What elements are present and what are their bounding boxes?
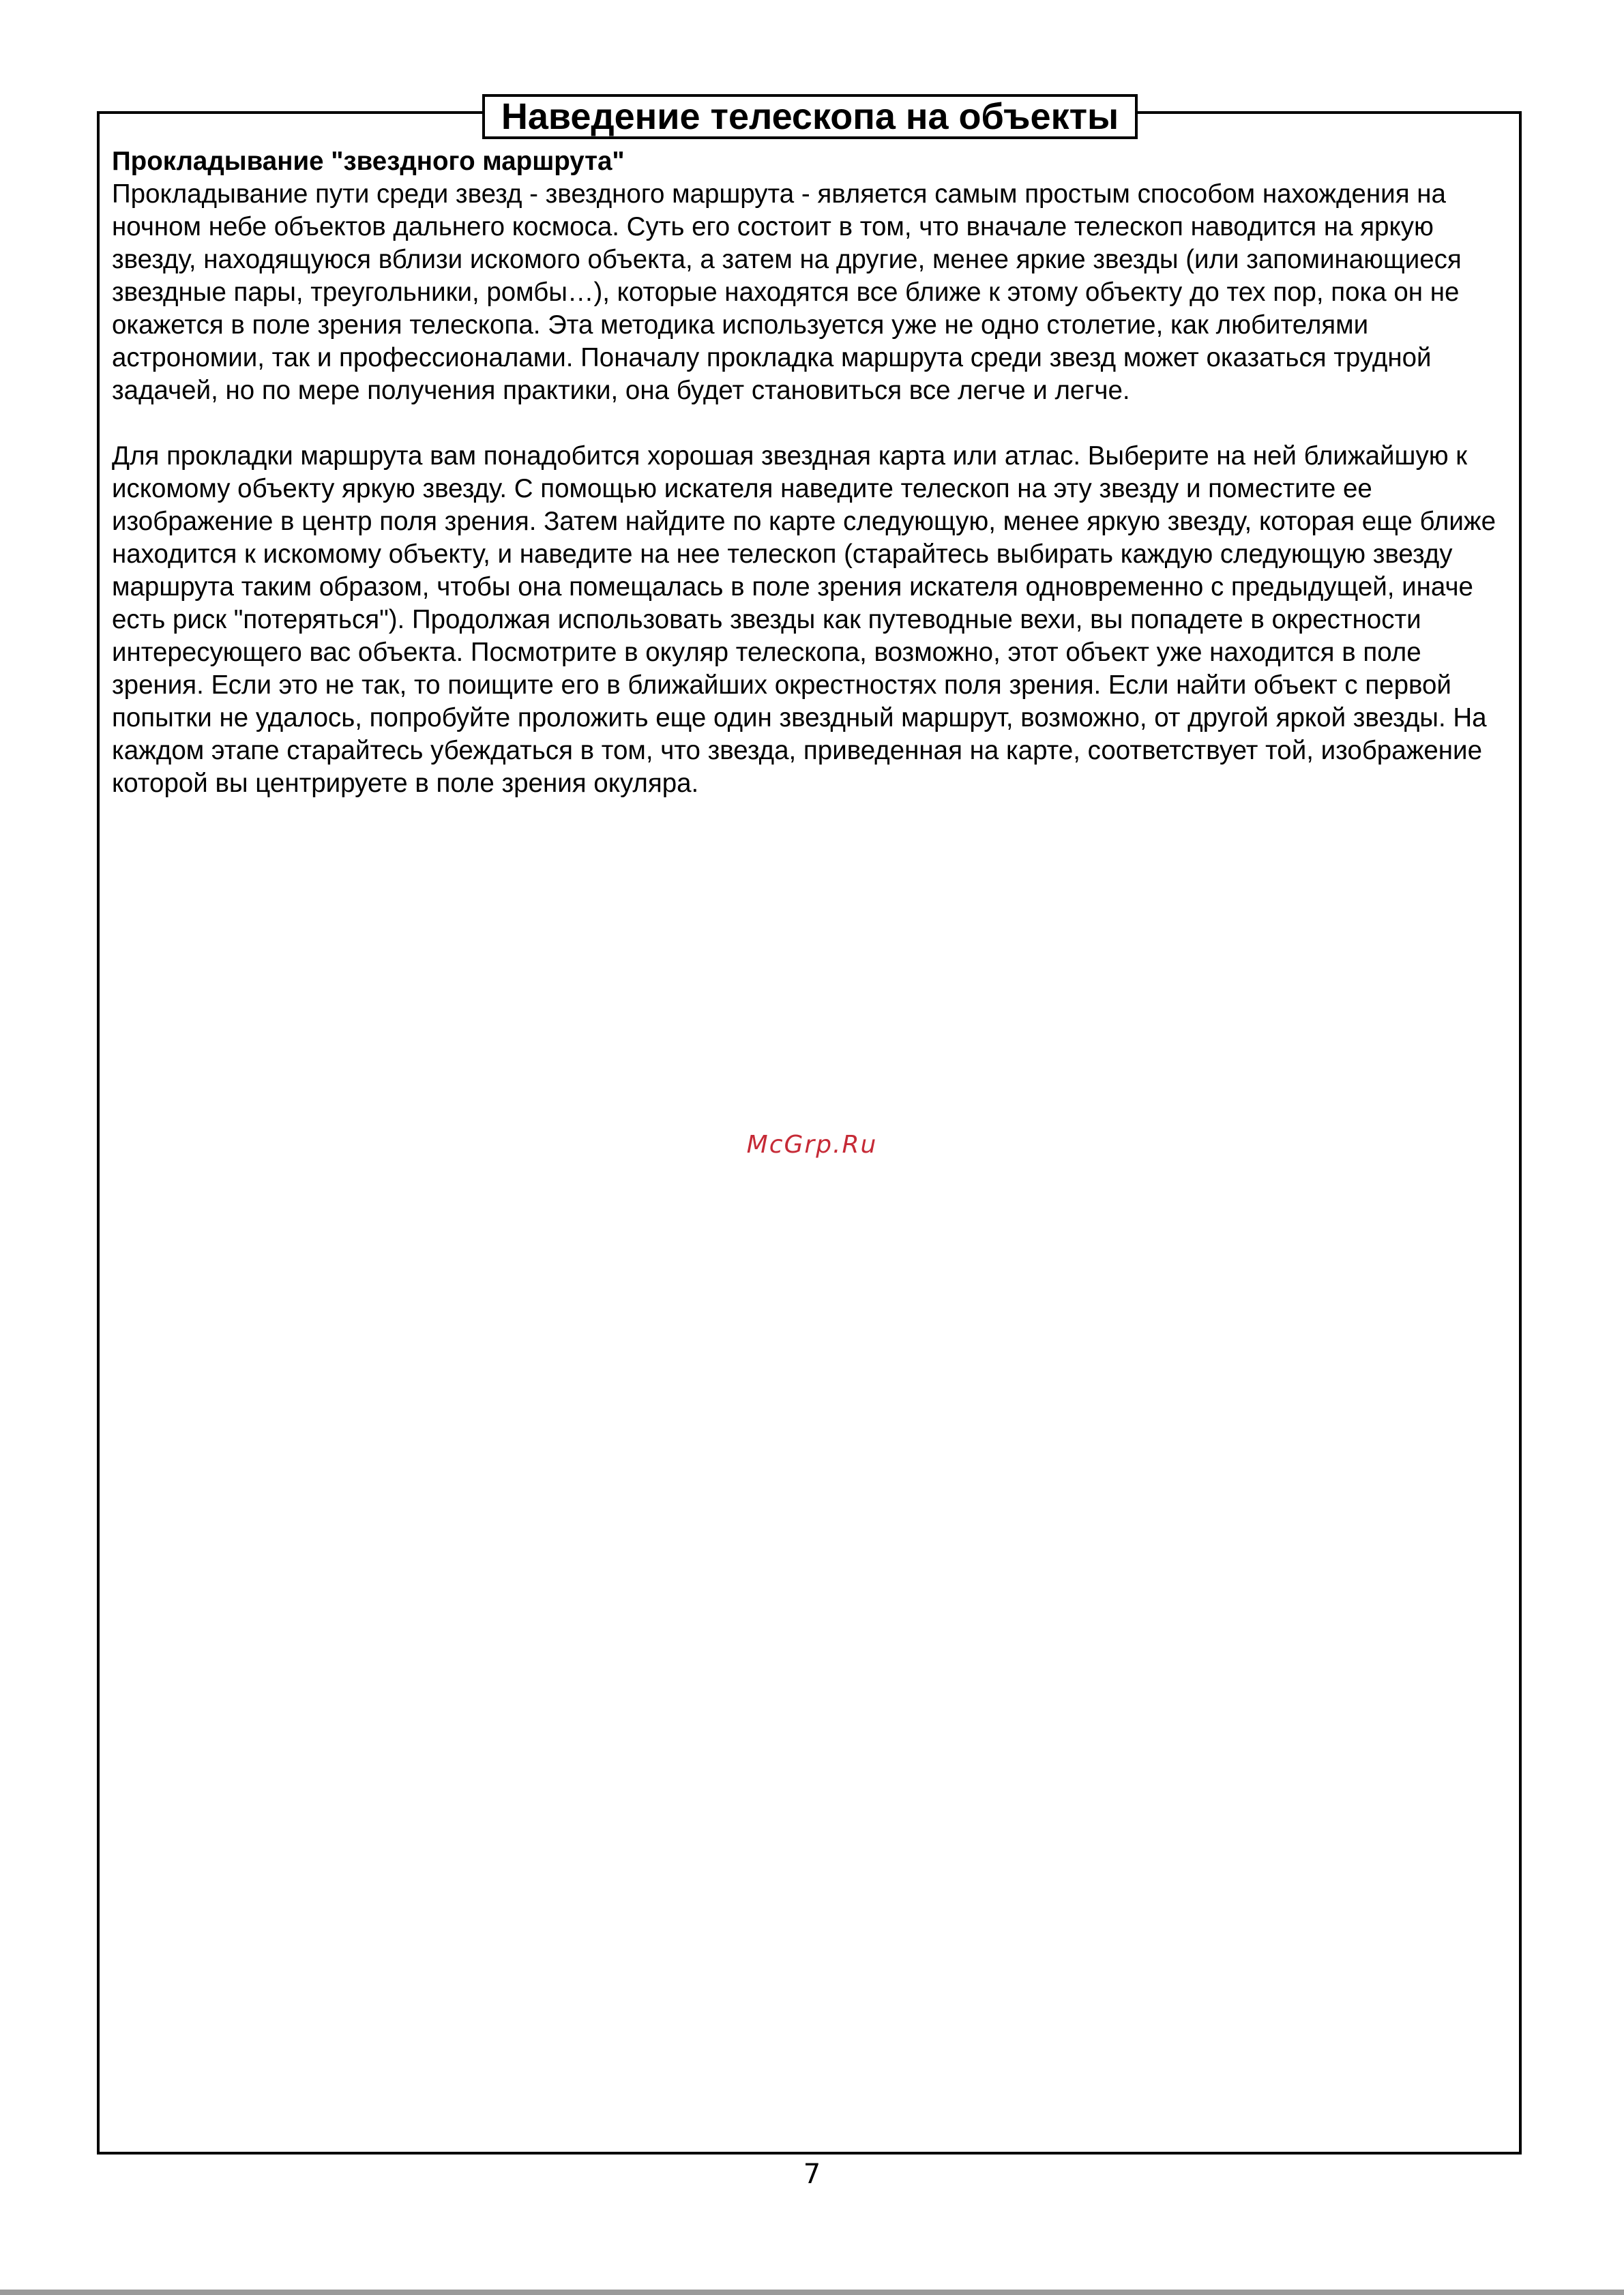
watermark: McGrp.Ru	[746, 1131, 878, 1159]
main-content	[112, 145, 1518, 800]
page-number: 7	[803, 2159, 821, 2190]
paragraph-star-hopping-intro: Прокладывание пути среди звезд - звездного маршрута - является самым простым способом нахождения на ночном небе объектов дальнего космоса. Суть его состоит в том, что вначале телескоп наводится на яркую звезду, находящуюся вблизи искомого объекта, а затем на другие, менее яркие звезды (или запоминающиеся звездные пары, треугольники, ромбы…), которые находятся все ближе к этому объекту до тех пор, пока он не окажется в поле зрения телескопа. Эта методика используется уже не одно столетие, как любителями астрономии, так и профессионалами. Поначалу прокладка маршрута среди звезд может оказаться трудной задачей, но по мере получения практики, она будет становиться все легче и легче.	[112, 179, 1462, 405]
paragraph-star-hopping-method: Для прокладки маршрута вам понадобится хорошая звездная карта или атлас. Выберите на ней ближайшую к искомому объекту яркую звезду. С помощью искателя наведите телескоп на эту звезду и поместите ее изображение в центр поля зрения. Затем найдите по карте следующую, менее яркую звезду, которая еще ближе находится к искомому объекту, и наведите на нее телескоп (старайтесь выбирать каждую следующую звезду маршрута таким образом, чтобы она помещалась в поле зрения искателя одновременно с предыдущей, иначе есть риск "потеряться"). Продолжая использовать звезды как путеводные вехи, вы попадете в окрестности интересующего вас объекта. Посмотрите в окуляр телескопа, возможно, этот объект уже находится в поле зрения. Если это не так, то поищите его в ближайших окрестностях поля зрения. Если найти объект с первой попытки не удалось, попробуйте проложить еще один звездный маршрут, возможно, от другой яркой звезды. На каждом этапе старайтесь убеждаться в том, что звезда, приведенная на карте, соответствует той, изображение которой вы центрируете в поле зрения окуляра.	[112, 441, 1496, 798]
page-title: Наведение телескопа на объекты	[482, 94, 1138, 139]
bottom-edge-strip	[0, 2290, 1624, 2295]
section-heading: Прокладывание "звездного маршрута"	[112, 147, 625, 176]
